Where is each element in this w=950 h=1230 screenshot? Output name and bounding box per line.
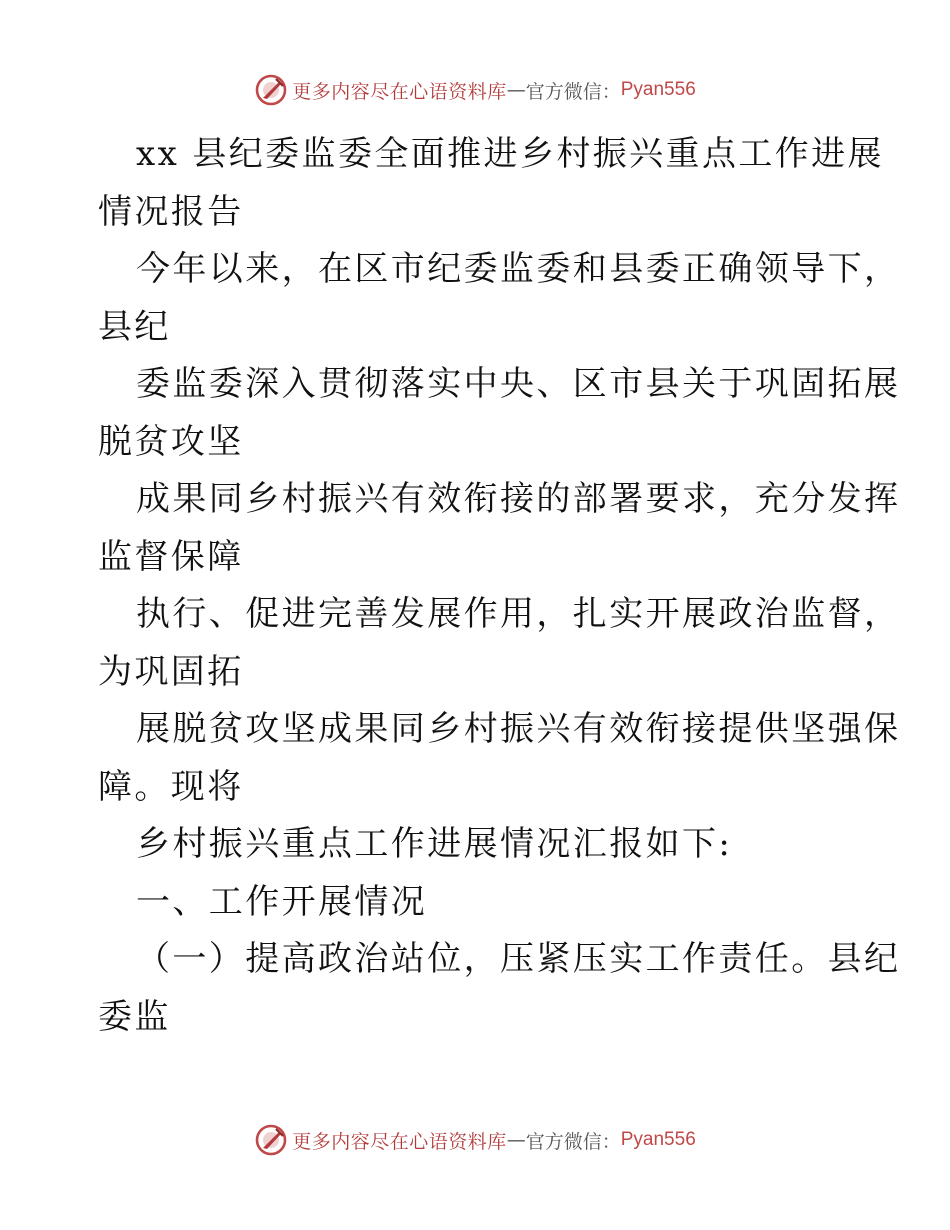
text-line: 委监委深入贯彻落实中央、区市县关于巩固拓展 bbox=[136, 364, 901, 404]
wechat-id: Pyan556 bbox=[620, 1129, 696, 1150]
wechat-label: 官方微信： bbox=[525, 1130, 621, 1153]
quill-seal-icon bbox=[254, 1123, 288, 1157]
promo-text: 更多内容尽在心语资料库 bbox=[292, 1130, 507, 1153]
text-line: 情况报告 bbox=[98, 191, 244, 232]
document-body bbox=[98, 126, 901, 1046]
text-line: 脱贫攻坚 bbox=[98, 421, 244, 462]
section-heading: 一、工作开展情况 bbox=[136, 881, 428, 922]
text-line: 委监 bbox=[98, 996, 171, 1037]
footer-banner bbox=[0, 1120, 950, 1160]
text-line: （一）提高政治站位，压紧压实工作责任。县纪 bbox=[136, 939, 901, 979]
banner-separator: — bbox=[506, 1129, 526, 1151]
wechat-id: Pyan556 bbox=[620, 79, 696, 100]
text-line: 县纪 bbox=[98, 306, 171, 347]
quill-seal-icon bbox=[254, 73, 288, 107]
text-line: 为巩固拓 bbox=[98, 651, 244, 692]
banner-separator: — bbox=[506, 79, 526, 101]
text-line: 乡村振兴重点工作进展情况汇报如下: bbox=[136, 824, 733, 864]
text-line: 展脱贫攻坚成果同乡村振兴有效衔接提供坚强保 bbox=[136, 709, 901, 749]
promo-text: 更多内容尽在心语资料库 bbox=[292, 80, 507, 103]
header-banner bbox=[0, 70, 950, 110]
wechat-label: 官方微信： bbox=[525, 80, 621, 103]
text-line: 障。现将 bbox=[98, 766, 244, 807]
document-text bbox=[98, 126, 901, 1046]
text-line: 今年以来，在区市纪委监委和县委正确领导下， bbox=[136, 249, 901, 289]
text-line: xx 县纪委监委全面推进乡村振兴重点工作进展 bbox=[136, 134, 884, 174]
text-line: 执行、促进完善发展作用，扎实开展政治监督， bbox=[136, 594, 901, 634]
text-line: 成果同乡村振兴有效衔接的部署要求，充分发挥 bbox=[136, 479, 901, 519]
text-line: 监督保障 bbox=[98, 536, 244, 577]
